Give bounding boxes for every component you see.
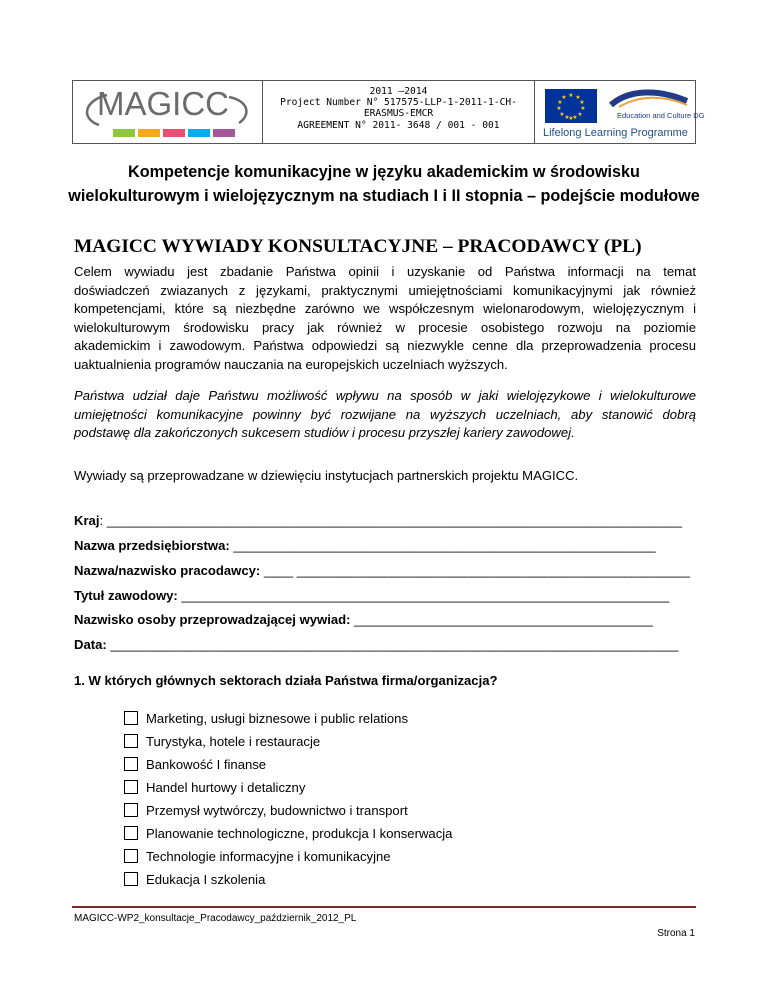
option-trade[interactable] [124,779,305,795]
logo-text: MAGICC [97,85,229,122]
logo-bar [213,129,235,137]
paragraph-line: Celem wywiadu jest zbadanie Państwa opinii i uzyskanie od Państwa informacji na temat [74,264,696,279]
svg-text:★: ★ [557,99,563,106]
date-line[interactable]: ______________________________________________________________________________ [106,637,679,652]
partners-note [74,467,696,486]
option-label: Technologie informacyjne i komunikacyjne [146,848,391,864]
svg-text:★: ★ [561,94,567,101]
interviewer-line[interactable]: _________________________________________ [350,612,653,627]
magicc-logo [73,81,263,143]
logo-bar [113,129,135,137]
project-years: 2011 –2014 [369,86,428,97]
job-title-label: Tytuł zawodowy: [74,588,178,603]
checkbox[interactable] [124,780,138,794]
country-line[interactable]: _______________________________________________________________________________ [106,513,683,528]
paragraph-line: podstawę dla zakończonych sukcesem studiów i procesu przyszłej kariery zawodowej. [74,425,575,441]
interviewer-field[interactable] [74,612,653,628]
project-number: Project Number N° 517575-LLP-1-2011-1-CH- [280,97,517,109]
page-number: Strona 1 [657,928,695,939]
option-label: Handel hurtowy i detaliczny [146,779,306,795]
participation-paragraph [74,387,696,443]
option-ict[interactable] [124,848,391,864]
option-label: Turystyka, hotele i restauracje [146,733,321,749]
paragraph-line: wielokulturowym środowisku pracy jak również w procesie osobistego rozwoju na poziomie [74,319,696,335]
svg-text:★: ★ [568,92,574,99]
interviewer-label: Nazwisko osoby przeprowadzającej wywiad: [74,612,351,627]
checkbox[interactable] [124,826,138,840]
logo-bar [163,129,185,137]
document-header [72,80,705,144]
title-line: wielokulturowym i wielojęzycznym na studiach I i II stopnia – podejście modułowe [68,187,700,205]
svg-text:★: ★ [579,99,585,106]
paragraph-line: Państwa udział daje Państwu możliwość wpływu na sposób w jaki wielojęzykowe i wielokulturowe [74,388,696,403]
svg-text:★: ★ [577,111,583,118]
section-heading: MAGICC WYWIADY KONSULTACYJNE – PRACODAWCY (PL) [74,236,642,257]
option-label: Edukacja I szkolenia [146,871,266,887]
eu-logo-block [535,81,705,143]
footer-divider [72,906,696,908]
option-label: Planowanie technologiczne, produkcja I konserwacja [146,825,453,841]
svg-text:★: ★ [568,115,574,122]
document-title [60,160,708,208]
lifelong-learning-label: Lifelong Learning Programme [543,127,688,139]
company-label: Nazwa przedsiębiorstwa: [74,538,230,553]
employer-field[interactable] [74,563,690,579]
date-label: Data: [74,637,107,652]
company-line[interactable]: __________________________________________________________ [229,538,656,553]
paragraph-line: akademickim i zawodowym. Państwa odpowiedzi są niezwykle cenne dla przeprowadzenia procesu [74,338,696,354]
paragraph-line: Wywiady są przeprowadzane w dziewięciu instytucjach partnerskich projektu MAGICC. [74,468,579,483]
footer-doc-name: MAGICC-WP2_konsultacje_Pracodawcy_październik_2012_PL [74,913,357,924]
job-title-field[interactable] [74,588,669,604]
country-label: Kraj [74,513,100,528]
option-tech-planning[interactable] [124,825,452,841]
question-1: 1. W których głównych sektorach działa Państwa firma/organizacja? [74,673,498,688]
option-education[interactable] [124,871,265,887]
option-label: Marketing, usługi biznesowe i public relations [146,710,409,726]
svg-text:★: ★ [580,105,586,112]
employer-label: Nazwa/nazwisko pracodawcy: [74,563,261,578]
checkbox[interactable] [124,803,138,817]
company-field[interactable] [74,538,656,554]
option-label: Przemysł wytwórczy, budownictwo i transport [146,802,408,818]
eu-flag-icon [545,89,597,123]
employer-line[interactable]: ____ ______________________________________________________ [260,563,690,578]
project-info [263,81,535,143]
checkbox[interactable] [124,757,138,771]
svg-text:★: ★ [575,94,581,101]
paragraph-line: doświadczeń zwiazanych z językami, praktycznymi umiejętnościami komunikacyjnymi jak również [74,282,696,298]
logo-color-bars [113,129,238,137]
checkbox[interactable] [124,872,138,886]
logo-bar [188,129,210,137]
option-manufacturing[interactable] [124,802,408,818]
edu-culture-label: Education and Culture DG [617,111,705,120]
svg-text:★: ★ [556,105,562,112]
intro-paragraph [74,263,696,375]
option-banking[interactable] [124,756,266,772]
country-field[interactable] [74,513,682,529]
option-tourism[interactable] [124,733,320,749]
edu-culture-swoosh-icon [609,87,689,111]
date-field[interactable] [74,637,678,653]
checkbox[interactable] [124,849,138,863]
svg-text:★: ★ [572,114,578,121]
agreement-number: AGREEMENT N° 2011- 3648 / 001 - 001 [297,119,500,131]
checkbox[interactable] [124,711,138,725]
svg-text:★: ★ [564,114,570,121]
title-line: Kompetencje komunikacyjne w języku akademickim w środowisku [128,163,640,181]
paragraph-line: kompetencjami, które są niezbędne zarówno we współczesnym wielonarodowym, wielojęzycznym i [74,301,696,317]
option-label: Bankowość I finanse [146,756,267,772]
job-title-line[interactable]: ___________________________________________________________________ [177,588,670,603]
paragraph-line: uaktualnienia programów nauczania na europejskich uczelniach wyższych. [74,356,508,372]
option-marketing[interactable] [124,710,408,726]
checkbox[interactable] [124,734,138,748]
project-number-cont: ERASMUS-EMCR [363,108,434,120]
paragraph-line: umiejętności komunikacyjne powinny być rozwijane na wyższych uczelniach, aby stanowić dobrą [74,406,696,422]
country-sep: : [99,513,107,528]
svg-text:★: ★ [559,111,565,118]
logo-bar [138,129,160,137]
